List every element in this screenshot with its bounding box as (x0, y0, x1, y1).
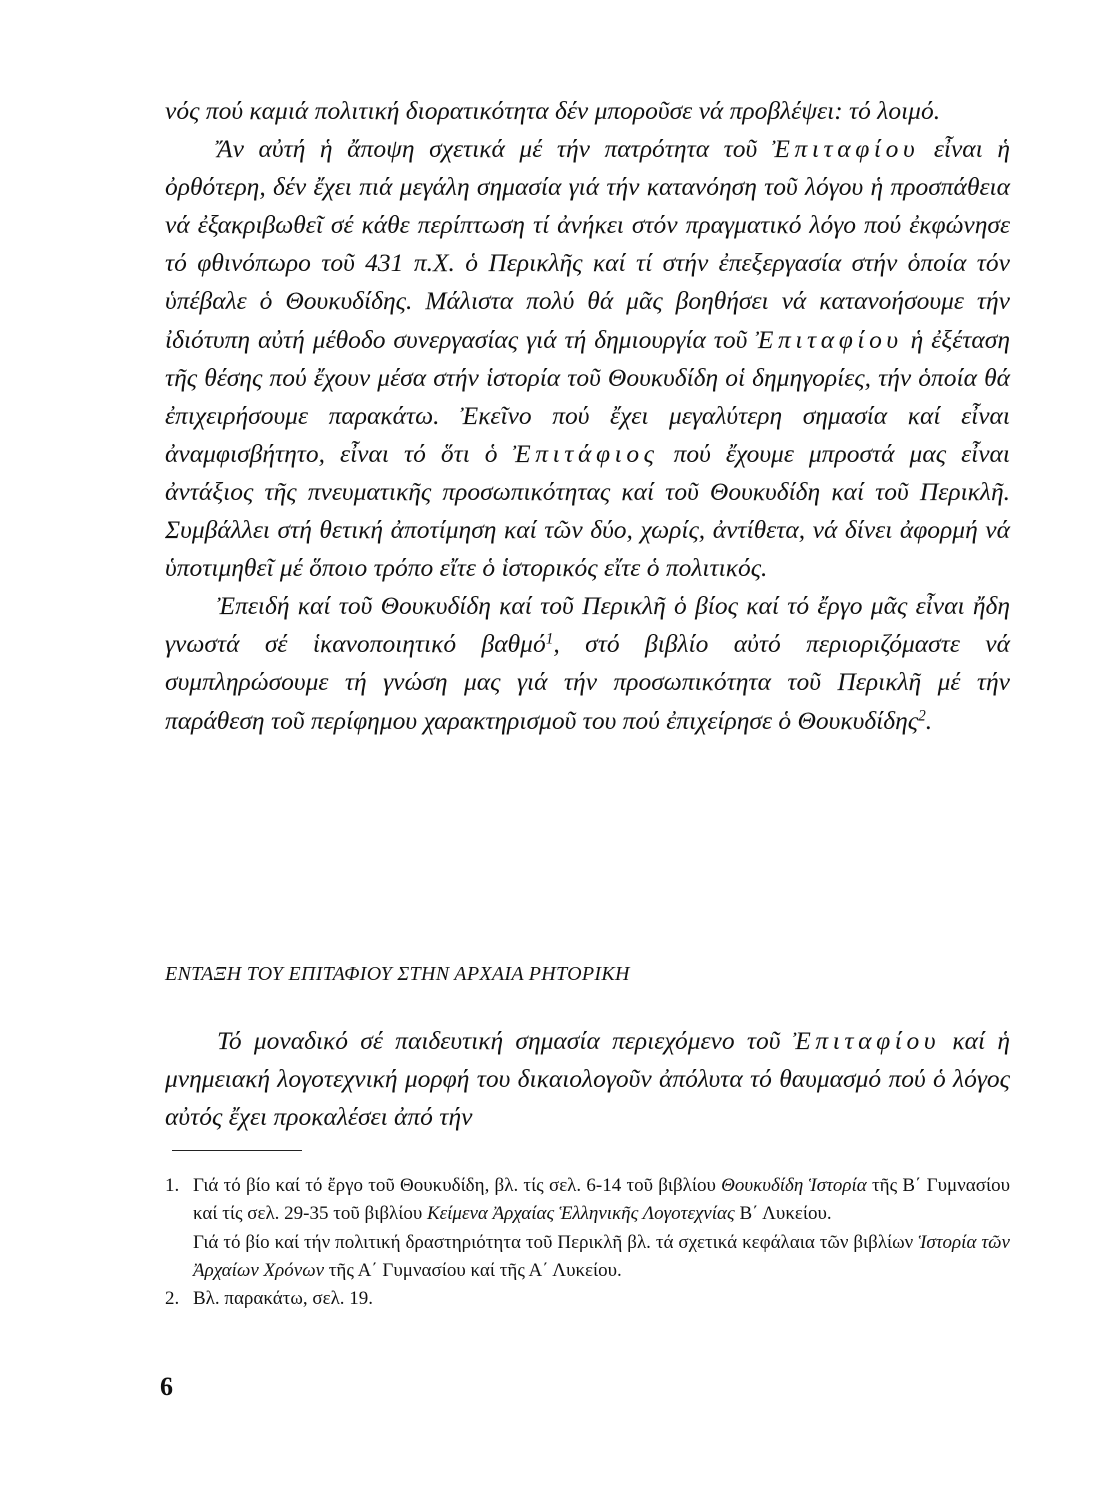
footnote-ref: 1 (545, 630, 554, 648)
paragraph (165, 92, 1010, 130)
paragraph-text: Τό μοναδικό σέ παιδευτική σημασία περιεχόμενο τοῦ (217, 1026, 793, 1055)
section-heading: ΕΝΤΑΞΗ ΤΟΥ ΕΠΙΤΑΦΙΟΥ ΣΤΗΝ ΑΡΧΑΙΑ ΡΗΤΟΡΙΚΗ (165, 963, 630, 985)
footnote-text: τῆς Β΄ Γυμνασίου καί τίς σελ. 29-35 τοῦ βιβλίου (193, 1175, 1010, 1225)
paragraph-text: Ἄν αὐτή ἡ ἄποψη σχετικά μέ τήν πατρότητα τοῦ (217, 134, 772, 164)
spaced-term: Ἐπιταφίου (771, 134, 920, 164)
footnote-ref: 2 (918, 707, 926, 725)
paragraph-text: πού ἔχουμε μπροστά μας εἶναι ἀντάξιος τῆς πνευματικῆς προσωπικότητας καί τοῦ Θουκυδίδη καί τοῦ Περικλῆ. Συμβάλλει στή θετική ἀποτίμηση καί τῶν δύο, χωρίς, ἀντίθετα, νά δίνει ἀφορμή νά ὑποτιμηθεῖ μέ ὅποιο τρόπο εἴτε ὁ ἱστορικός εἴτε ὁ πολιτικός. (165, 438, 1010, 583)
footnote-1 (165, 1172, 1010, 1229)
spaced-term: Ἐπιταφίου (755, 324, 903, 354)
footnote-number: 1. (165, 1175, 180, 1196)
paragraph-text: καί ἡ μνημειακή λογοτεχνική μορφή του δικαιολογοῦν ἀπόλυτα τό θαυμασμό πού ὁ λόγος αὐτός ἔχει προκαλέσει ἀπό τήν (165, 1026, 1010, 1132)
footnote-text: Γιά τό βίο καί τό ἔργο τοῦ Θουκυδίδη, βλ. τίς σελ. 6-14 τοῦ βιβλίου (193, 1175, 722, 1196)
footnote-text: Βλ. παρακάτω, σελ. 19. (193, 1288, 374, 1310)
paragraph (165, 587, 1010, 739)
spaced-term: Ἐπιταφίου (792, 1026, 941, 1055)
footnote-text: Β΄ Λυκείου. (734, 1203, 832, 1225)
book-title: Ἱστορία τῶν Ἀρχαίων Χρόνων (193, 1231, 1010, 1281)
footnotes (165, 1172, 1010, 1313)
book-title: Κείμενα Ἀρχαίας Ἑλληνικῆς Λογοτεχνίας (426, 1203, 735, 1225)
spaced-term: Ἐπιτάφιος (512, 438, 659, 468)
book-title: Θουκυδίδη Ἱστορία (721, 1175, 867, 1196)
footnote-number: 2. (165, 1288, 180, 1310)
paragraph-text: νός πού καμιά πολιτική διορατικότητα δέν μποροῦσε νά προβλέψει: τό λοιμό. (165, 96, 941, 125)
footnote-2 (165, 1285, 1010, 1313)
footnote-text: Γιά τό βίο καί τήν πολιτική δραστηριότητα τοῦ Περικλῆ βλ. τά σχετικά κεφάλαια τῶν βιβλίων (193, 1231, 919, 1253)
main-text (165, 92, 1010, 740)
paragraph-text: εἶναι ἡ ὀρθότερη, δέν ἔχει πιά μεγάλη σημασία γιά τήν κατανόηση τοῦ λόγου ἡ προσπάθεια νά ἐξακριβωθεῖ σέ κάθε περίπτωση τί ἀνήκει στόν πραγματικό λόγο πού ἐκφώνησε τό φθινόπωρο τοῦ 431 π.Χ. ὁ Περικλῆς καί τί στήν ἐπεξεργασία στήν ὁποία τόν ὑπέβαλε ὁ Θουκυδίδης. Μάλιστα πολύ θά μᾶς βοηθήσει νά κατανοήσουμε τήν ἰδιότυπη αὐτή μέθοδο συνεργασίας γιά τή δημιουργία τοῦ (165, 134, 1010, 354)
footnote-1-continued (165, 1229, 1010, 1286)
footnote-text: τῆς Α΄ Γυμνασίου καί τῆς Α΄ Λυκείου. (324, 1259, 622, 1281)
paragraph-text: ἡ ἐξέταση τῆς θέσης πού ἔχουν μέσα στήν ἱστορία τοῦ Θουκυδίδη οἱ δημηγορίες, τήν ὁποία θά ἐπιχειρήσουμε παρακάτω. Ἐκεῖνο πού ἔχει μεγαλύτερη σημασία καί εἶναι ἀναμφισβήτητο, εἶναι τό ὅτι ὁ (165, 324, 1010, 468)
section-text (165, 1022, 1010, 1136)
paragraph (165, 130, 1010, 587)
paragraph-text: Ἐπειδή καί τοῦ Θουκυδίδη καί τοῦ Περικλῆ ὁ βίος καί τό ἔργο μᾶς εἶναι ἤδη γνωστά σέ ἱκανοποιητικό βαθμό (165, 591, 1010, 659)
footnote-divider (172, 1150, 302, 1151)
paragraph (165, 1022, 1010, 1136)
page-number: 6 (160, 1372, 173, 1401)
paragraph-text: , στό βιβλίο αὐτό περιοριζόμαστε νά συμπληρώσουμε τή γνώση μας γιά τήν προσωπικότητα τοῦ Περικλῆ μέ τήν παράθεση τοῦ περίφημου χαρακτηρισμοῦ του πού ἐπιχείρησε ὁ Θουκυδίδης (165, 629, 1011, 735)
paragraph-text: . (925, 705, 933, 735)
